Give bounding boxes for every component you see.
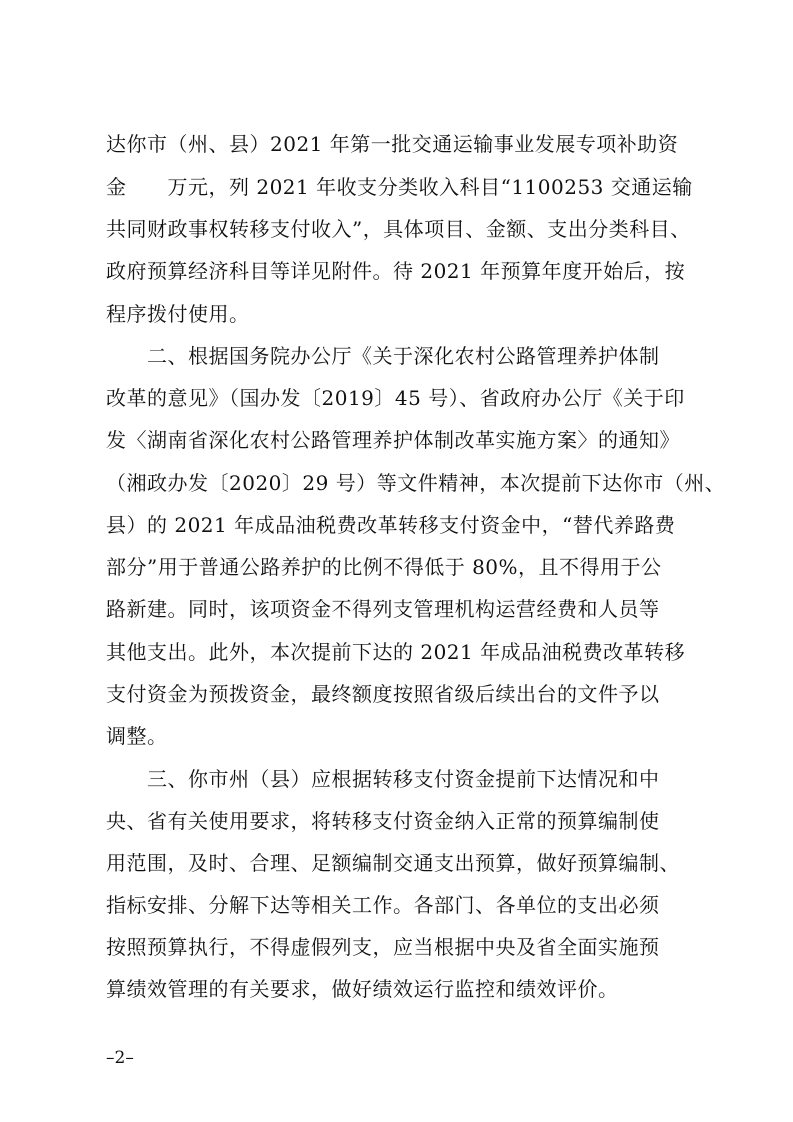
text-line-7: 改革的意见》（国办发〔2019〕45 号）、省政府办公厅《关于印 — [106, 386, 685, 410]
text-line-20: 按照预算执行，不得虚假列支，应当根据中央及省全面实施预 — [106, 935, 660, 959]
text-line-1: 达你市（州、县）2021 年第一批交通运输事业发展专项补助资 — [106, 132, 679, 156]
text-line-9: （湘政办发〔2020〕29 号）等文件精神，本次提前下达你市（州、 — [106, 471, 726, 495]
page-number: –2– — [106, 1048, 134, 1068]
text-line-3: 共同财政事权转移支付收入”，具体项目、金额、支出分类科目、 — [106, 217, 691, 241]
text-line-6: 二、根据国务院办公厅《关于深化农村公路管理养护体制 — [106, 344, 660, 368]
text-line-4: 政府预算经济科目等详见附件。待 2021 年预算年度开始后，按 — [106, 259, 686, 283]
text-line-5: 程序拨付使用。 — [106, 302, 250, 326]
text-line-17: 央、省有关使用要求，将转移支付资金纳入正常的预算编制使 — [106, 809, 660, 833]
text-line-21: 算绩效管理的有关要求，做好绩效运行监控和绩效评价。 — [106, 977, 619, 1001]
text-line-12: 路新建。同时，该项资金不得列支管理机构运营经费和人员等 — [106, 597, 660, 621]
text-line-8: 发〈湖南省深化农村公路管理养护体制改革实施方案〉的通知》 — [106, 428, 680, 452]
text-line-14: 支付资金为预拨资金，最终额度按照省级后续出台的文件予以 — [106, 682, 660, 706]
text-line-10: 县）的 2021 年成品油税费改革转移支付资金中，“替代养路费 — [106, 513, 676, 537]
text-line-19: 指标安排、分解下达等相关工作。各部门、各单位的支出必须 — [106, 893, 660, 917]
text-line-16: 三、你市州（县）应根据转移支付资金提前下达情况和中 — [106, 767, 660, 791]
text-line-13: 其他支出。此外，本次提前下达的 2021 年成品油税费改革转移 — [106, 640, 686, 664]
text-line-18: 用范围，及时、合理、足额编制交通支出预算，做好预算编制、 — [106, 851, 680, 875]
text-line-2: 金 万元，列 2021 年收支分类收入科目“1100253 交通运输 — [106, 175, 693, 199]
text-line-15: 调整。 — [106, 724, 168, 748]
text-line-11: 部分”用于普通公路养护的比例不得低于 80%，且不得用于公 — [106, 555, 662, 579]
